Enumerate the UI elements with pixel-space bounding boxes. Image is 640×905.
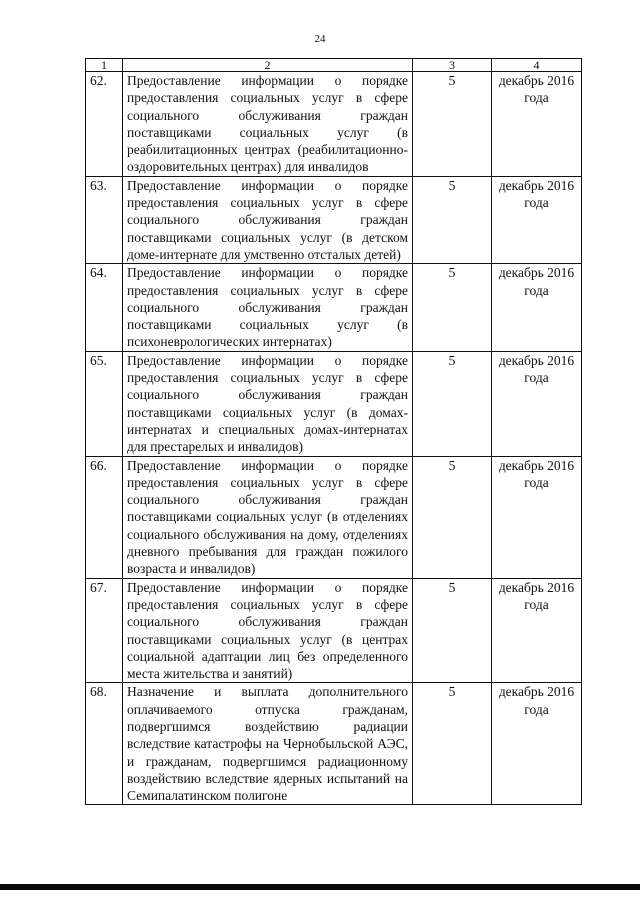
- bottom-scan-border: [0, 884, 640, 890]
- table-row: [86, 351, 582, 456]
- deadline: декабрь 2016 года: [492, 683, 582, 805]
- deadline: декабрь 2016 года: [492, 176, 582, 263]
- table-row: [86, 683, 582, 805]
- row-number: 68.: [86, 683, 123, 805]
- deadline: декабрь 2016 года: [492, 456, 582, 578]
- table-row: [86, 578, 582, 683]
- column-3-value: 5: [413, 176, 492, 263]
- header-cell-1: 1: [86, 59, 123, 72]
- header-cell-3: 3: [413, 59, 492, 72]
- table-row: [86, 264, 582, 351]
- table-row: [86, 456, 582, 578]
- table-header-row: [86, 59, 582, 72]
- service-description: Предоставление информации о порядке предоставления социальных услуг в сфере социального обслуживания граждан поставщиками социальных услуг (в центрах социальной адаптации лиц без определенного места жительства и занятий): [123, 578, 413, 683]
- deadline: декабрь 2016 года: [492, 351, 582, 456]
- column-3-value: 5: [413, 456, 492, 578]
- row-number: 66.: [86, 456, 123, 578]
- deadline: декабрь 2016 года: [492, 72, 582, 177]
- column-3-value: 5: [413, 72, 492, 177]
- header-cell-2: 2: [123, 59, 413, 72]
- service-description: Предоставление информации о порядке предоставления социальных услуг в сфере социального обслуживания граждан поставщиками социальных услуг (в домах-интернатах и специальных домах-интернатах для престарелых и инвалидов): [123, 351, 413, 456]
- service-description: Предоставление информации о порядке предоставления социальных услуг в сфере социального обслуживания граждан поставщиками социальных услуг (в детском доме-интернате для умственно отсталых детей): [123, 176, 413, 263]
- row-number: 64.: [86, 264, 123, 351]
- service-description: Предоставление информации о порядке предоставления социальных услуг в сфере социального обслуживания граждан поставщиками социальных услуг (в отделениях социального обслуживания на дому, отделениях дневного пребывания для граждан пожилого возраста и инвалидов): [123, 456, 413, 578]
- service-description: Назначение и выплата дополнительного оплачиваемого отпуска гражданам, подвергшимся воздействию радиации вследствие катастрофы на Чернобыльской АЭС, и гражданам, подвергшимся радиационному воздействию вследствие ядерных испытаний на Семипалатинском полигоне: [123, 683, 413, 805]
- deadline: декабрь 2016 года: [492, 264, 582, 351]
- deadline: декабрь 2016 года: [492, 578, 582, 683]
- service-description: Предоставление информации о порядке предоставления социальных услуг в сфере социального обслуживания граждан поставщиками социальных услуг (в реабилитационных центрах (реабилитационно-оздоровительных центрах) для инвалидов: [123, 72, 413, 177]
- page-number: 24: [314, 33, 326, 45]
- header-cell-4: 4: [492, 59, 582, 72]
- table-row: [86, 72, 582, 177]
- row-number: 62.: [86, 72, 123, 177]
- row-number: 67.: [86, 578, 123, 683]
- row-number: 65.: [86, 351, 123, 456]
- column-3-value: 5: [413, 264, 492, 351]
- column-3-value: 5: [413, 351, 492, 456]
- services-table: [85, 58, 582, 805]
- row-number: 63.: [86, 176, 123, 263]
- table-row: [86, 176, 582, 263]
- column-3-value: 5: [413, 578, 492, 683]
- service-description: Предоставление информации о порядке предоставления социальных услуг в сфере социального обслуживания граждан поставщиками социальных услуг (в психоневрологических интернатах): [123, 264, 413, 351]
- column-3-value: 5: [413, 683, 492, 805]
